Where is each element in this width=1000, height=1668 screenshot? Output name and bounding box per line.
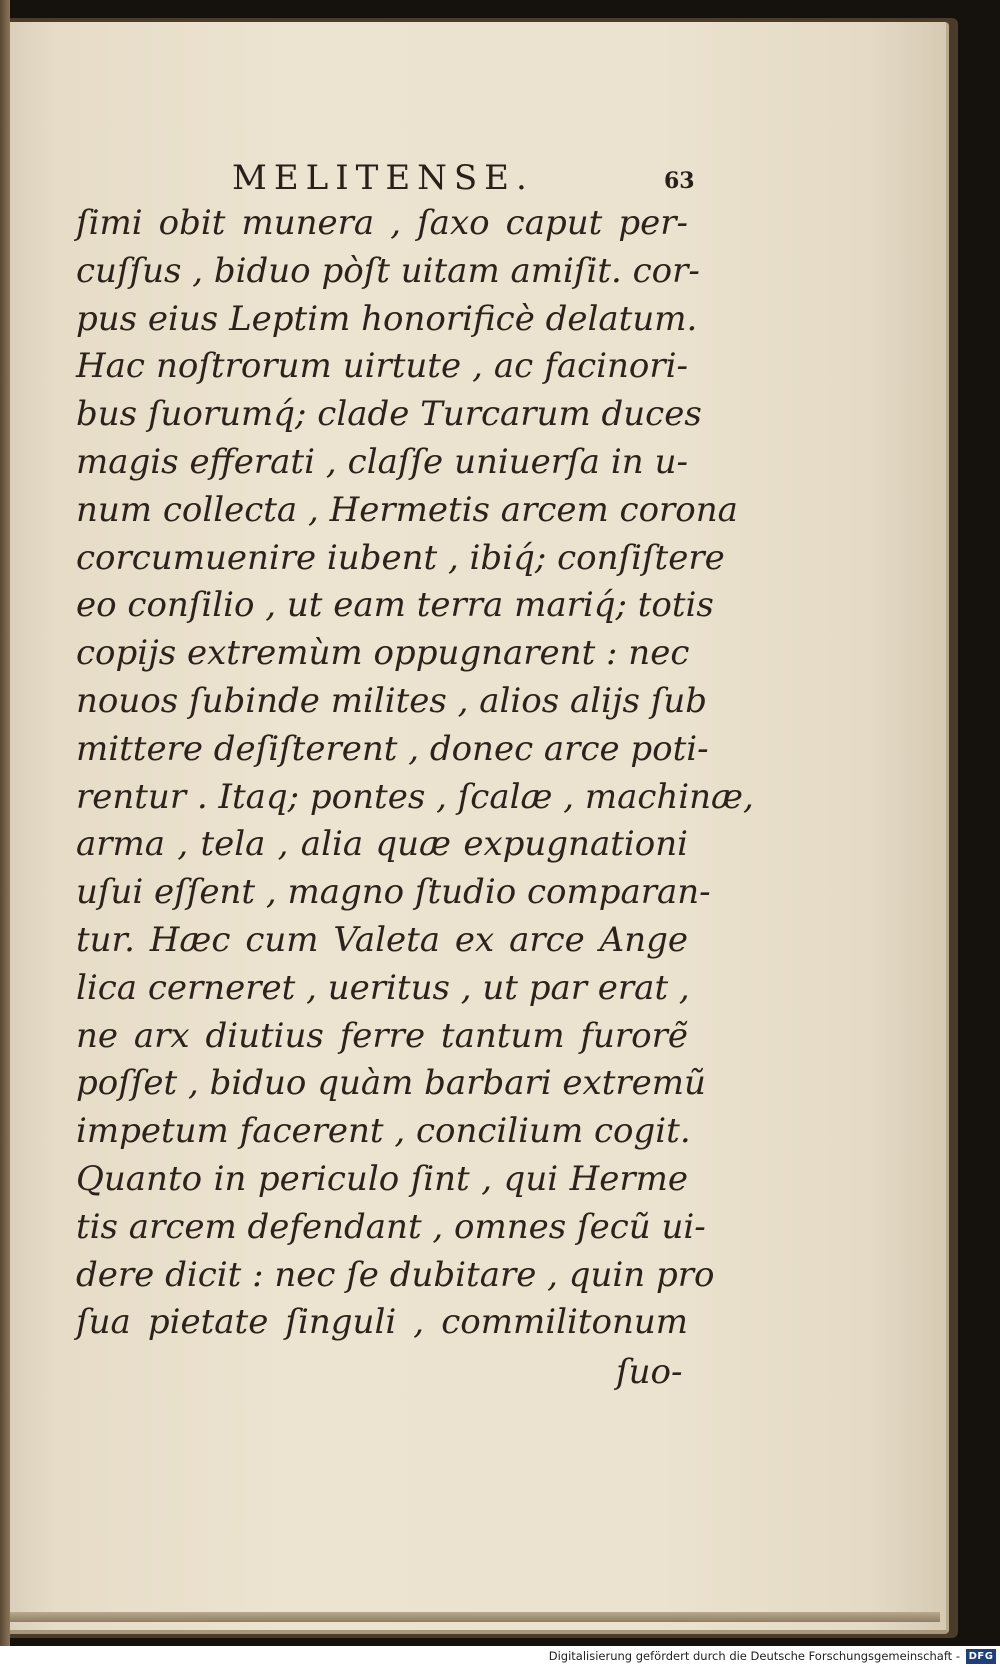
text-line: Quanto in periculo ſint , qui Herme (76, 1158, 688, 1199)
text-line: lica cerneret , ueritus , ut par erat , (76, 967, 690, 1008)
text-line: dere dicit : nec ſe dubitare , quin pro (76, 1254, 715, 1295)
text-line: tis arcem defendant , omnes ſecũ ui- (76, 1206, 706, 1247)
text-line: magis efferati , claſſe uniuerſa in u- (76, 441, 688, 482)
text-line: ſimi obit munera , ſaxo caput per- (76, 203, 688, 243)
text-line: impetum facerent , concilium cogit. (76, 1111, 691, 1152)
digitization-footer (0, 1646, 1000, 1668)
text-line: num collecta , Hermetis arcem corona (76, 489, 738, 530)
funding-credit: Digitalisierung gefördert durch die Deutsche Forschungsgemeinschaft - (548, 1649, 960, 1663)
book-spine (0, 0, 10, 1668)
text-line: rentur . Itaq; pontes , ſcalæ , machinæ, (76, 776, 754, 817)
page-bottom-edge (0, 1612, 940, 1622)
text-line: poſſet , biduo quàm barbari extremũ (76, 1063, 706, 1104)
text-line: bus ſuorumq́; clade Turcarum duces (76, 394, 702, 435)
text-line: uſui eſſent , magno ſtudio comparan- (76, 872, 711, 913)
text-line: cuſſus , biduo pòſt uitam amiſit. cor- (76, 250, 700, 291)
text-line: copijs extremùm oppugnarent : nec (76, 633, 690, 674)
text-line: arma , tela , alia quæ expugnationi (76, 824, 688, 865)
text-line: ne arx diutius ferre tantum furorẽ (76, 1015, 688, 1056)
text-line: tur. Hæc cum Valeta ex arce Ange (76, 919, 688, 960)
text-line: pus eius Leptim honorificè delatum. (76, 298, 698, 339)
text-line: corcumuenire iubent , ibiq́; conſiſtere (76, 537, 725, 578)
text-line: nouos ſubinde milites , alios alijs ſub (76, 680, 708, 721)
body-text (76, 200, 754, 1347)
page-number: 63 (664, 168, 695, 194)
book-page (0, 22, 949, 1634)
text-line: mittere deſiſterent , donec arce poti- (76, 728, 709, 769)
text-line: Hac noſtrorum uirtute , ac facinori- (76, 346, 688, 387)
dfg-logo-icon[interactable]: DFG (966, 1649, 996, 1664)
running-head: MELITENSE. (232, 158, 534, 198)
text-line: ſua pietate ſinguli , commilitonum (76, 1302, 688, 1343)
text-line: eo conſilio , ut eam terra mariq́; totis (76, 585, 714, 626)
catchword: ſuo- (616, 1352, 683, 1392)
